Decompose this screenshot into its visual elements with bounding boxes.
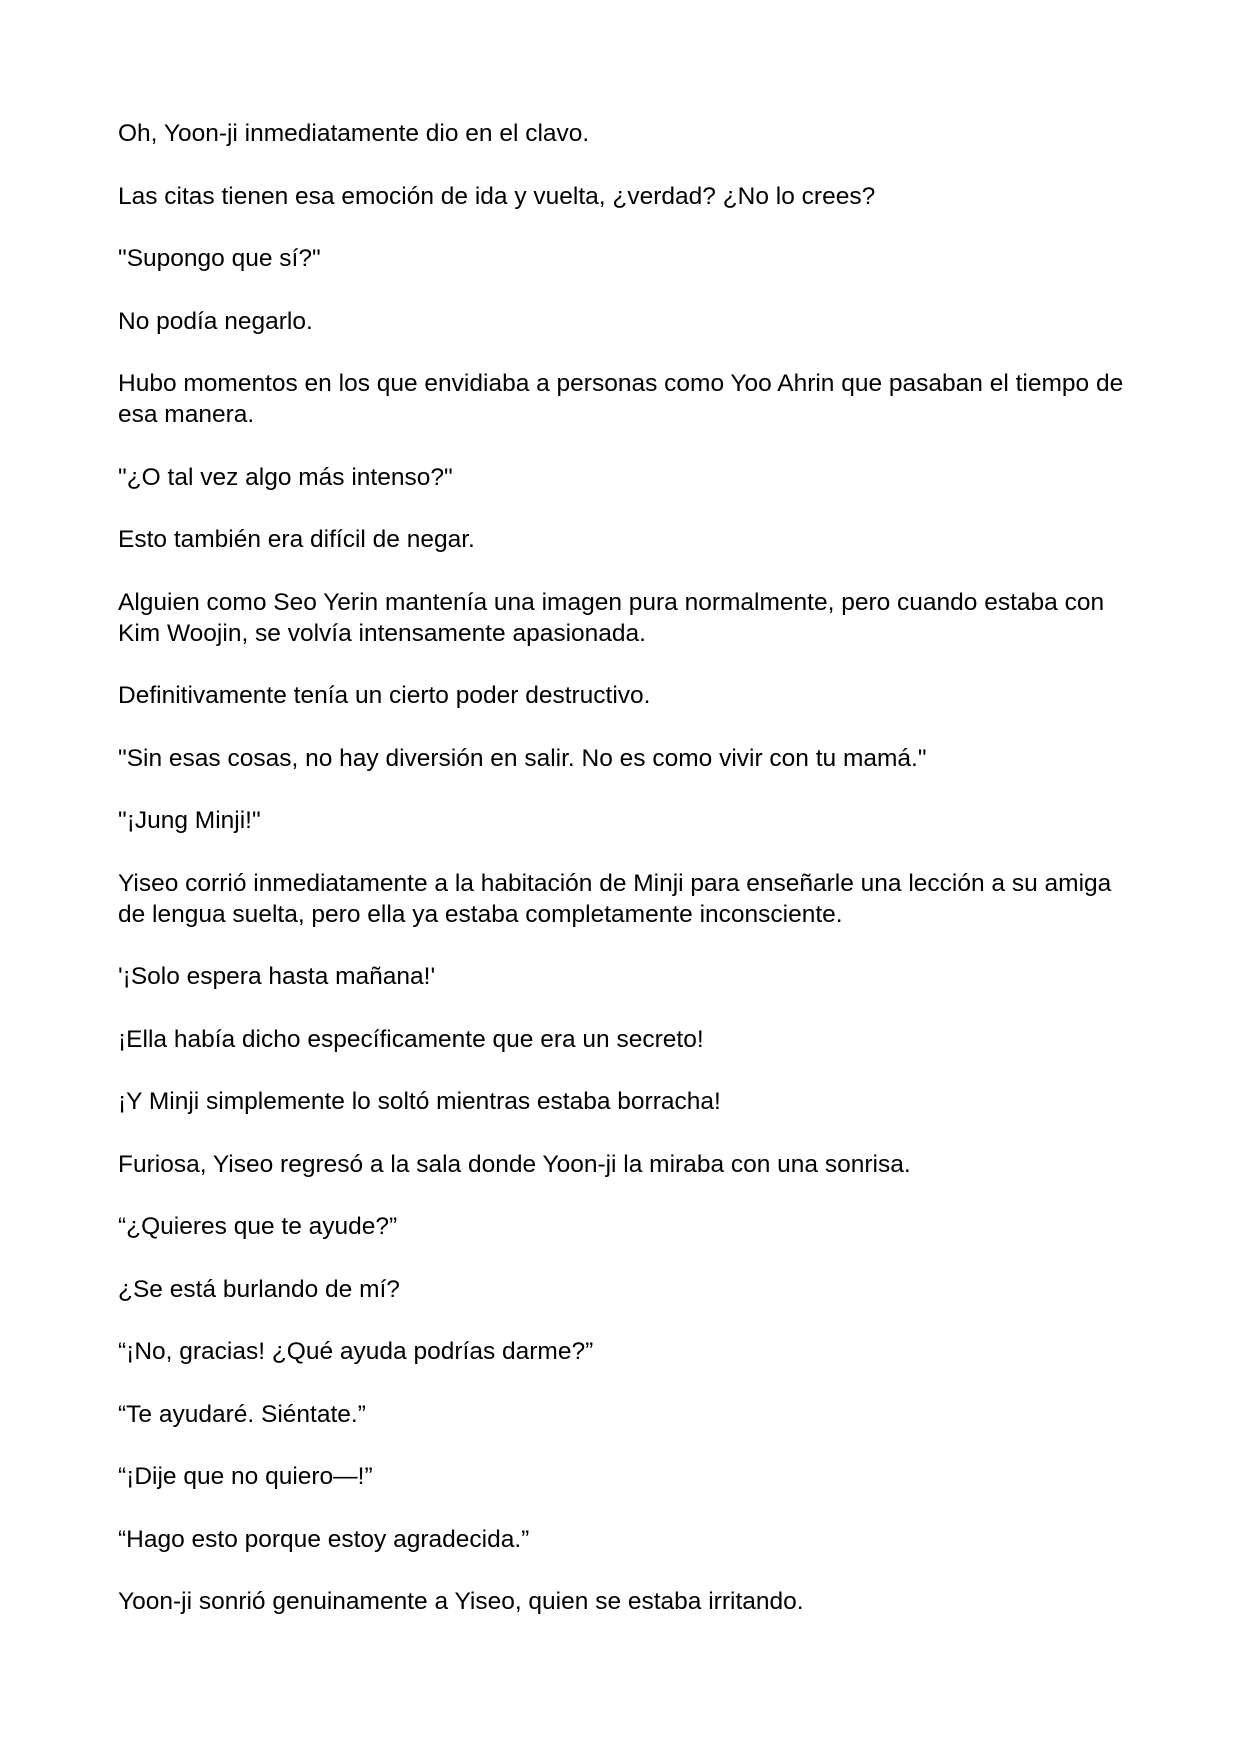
paragraph: Alguien como Seo Yerin mantenía una imagen pura normalmente, pero cuando estaba con Kim Woojin, se volvía intensamente apasionada. bbox=[118, 588, 1105, 647]
paragraph: '¡Solo espera hasta mañana!' bbox=[118, 963, 436, 990]
paragraph: Yiseo corrió inmediatamente a la habitación de Minji para enseñarle una lección a su amiga de lengua suelta, pero ella ya estaba completamente inconsciente. bbox=[118, 869, 1112, 928]
paragraph: "¡Jung Minji!" bbox=[118, 807, 261, 834]
paragraph: Yoon-ji sonrió genuinamente a Yiseo, quien se estaba irritando. bbox=[118, 1588, 804, 1615]
paragraph: ¡Ella había dicho específicamente que era un secreto! bbox=[118, 1025, 704, 1053]
paragraph: “Hago esto porque estoy agradecida.” bbox=[118, 1525, 530, 1553]
paragraph: “Te ayudaré. Siéntate.” bbox=[118, 1400, 366, 1428]
paragraph: No podía negarlo. bbox=[118, 307, 313, 335]
paragraph: Oh, Yoon-ji inmediatamente dio en el clavo. bbox=[118, 120, 590, 147]
paragraph: "Sin esas cosas, no hay diversión en salir. No es como vivir con tu mamá." bbox=[118, 744, 927, 772]
paragraph: Las citas tienen esa emoción de ida y vuelta, ¿verdad? ¿No lo crees? bbox=[118, 182, 876, 210]
paragraph: “¡No, gracias! ¿Qué ayuda podrías darme?” bbox=[118, 1338, 594, 1365]
paragraph: "Supongo que sí?" bbox=[118, 245, 321, 272]
paragraph: Esto también era difícil de negar. bbox=[118, 526, 475, 553]
document-body bbox=[118, 118, 1128, 1649]
paragraph: “¡Dije que no quiero—!” bbox=[118, 1463, 373, 1490]
paragraph: "¿O tal vez algo más intenso?" bbox=[118, 463, 453, 491]
paragraph: Definitivamente tenía un cierto poder destructivo. bbox=[118, 682, 651, 709]
paragraph: Furiosa, Yiseo regresó a la sala donde Yoon-ji la miraba con una sonrisa. bbox=[118, 1150, 911, 1178]
paragraph: Hubo momentos en los que envidiaba a personas como Yoo Ahrin que pasaban el tiempo de esa manera. bbox=[118, 370, 1124, 428]
paragraph: ¡Y Minji simplemente lo soltó mientras estaba borracha! bbox=[118, 1088, 721, 1115]
paragraph: ¿Se está burlando de mí? bbox=[118, 1275, 400, 1303]
paragraph: “¿Quieres que te ayude?” bbox=[118, 1213, 398, 1240]
